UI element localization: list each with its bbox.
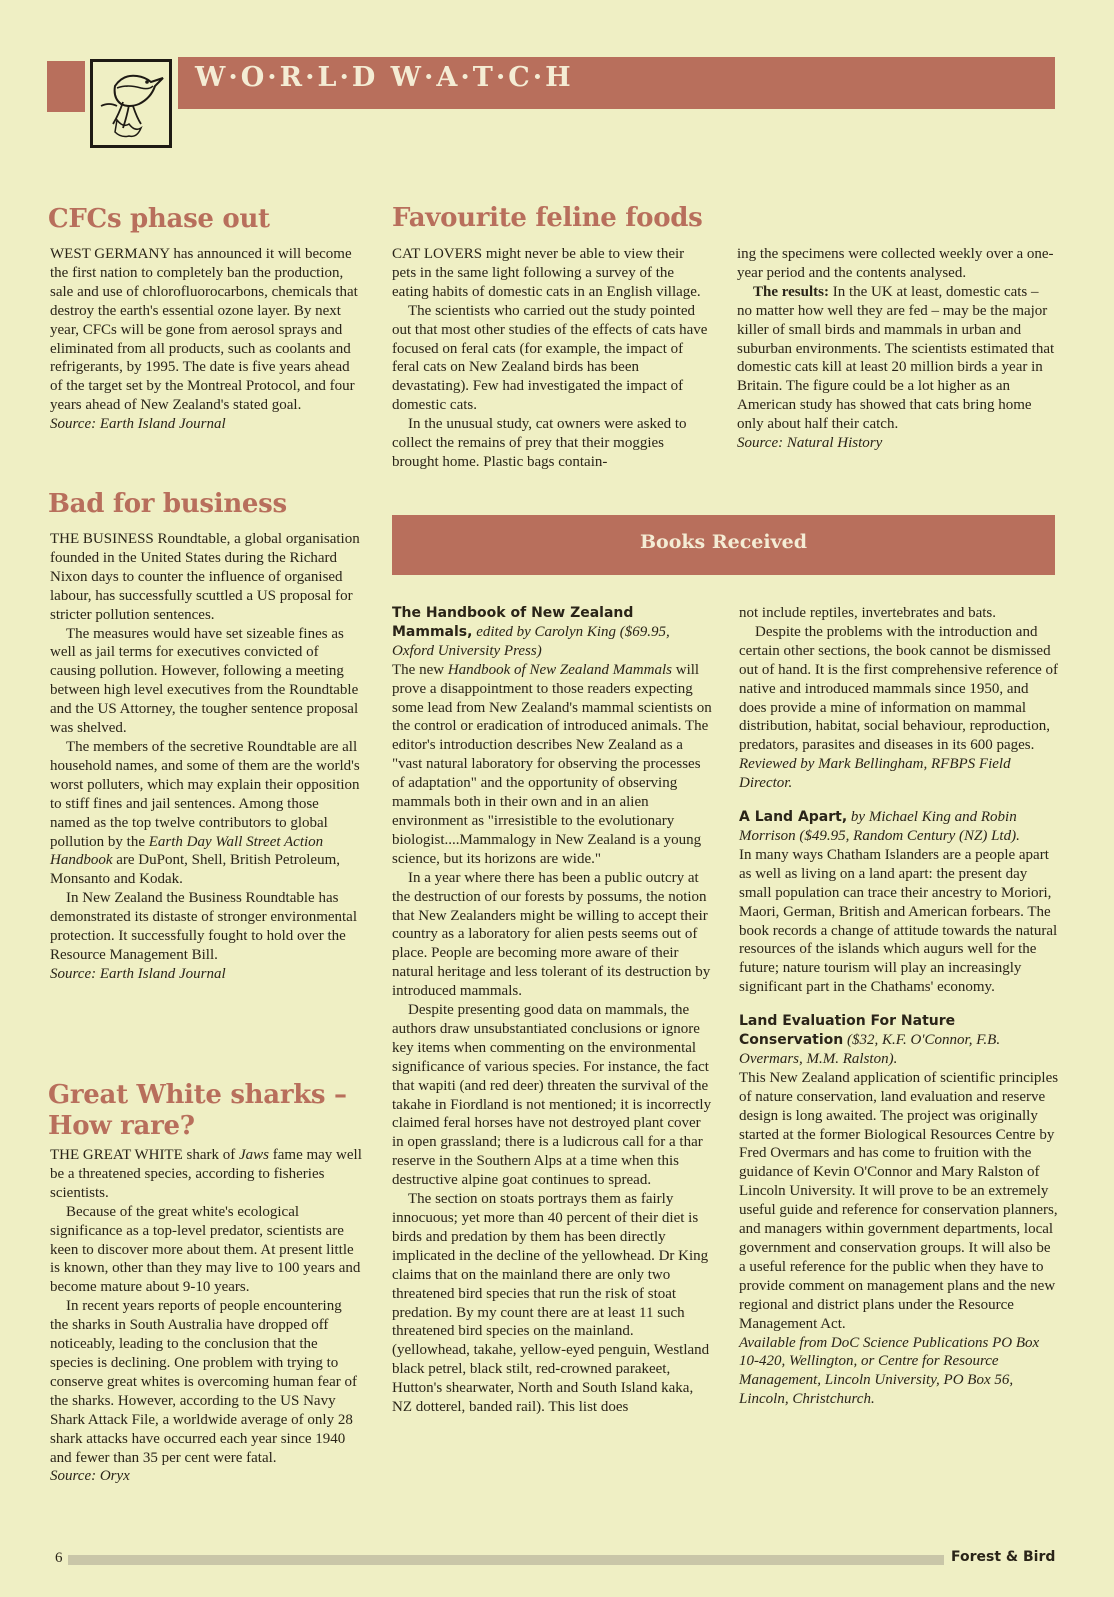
- book1-paragraph: Despite the problems with the introduction and certain other sections, the book cannot be dismissed out of hand. It is the first comprehensive reference of native and introduced mammals since 1950, and does provide a mine of information on mammal distribution, habitat, social behaviour, reproduction, predators, parasites and diseases in its 600 pages.: [739, 623, 1059, 754]
- book2-paragraph: In many ways Chatham Islanders are a people apart as well as living on a land apart: the present day small population can trace their ancestry to Moriori, Maori, German, British and American forbears. The book records a change of attitude towards the natural resources of the islands which augurs well for the future; nature tourism will play an increasingly significant part in the Chathams' economy.: [739, 846, 1058, 996]
- business-headline: Bad for business: [48, 489, 287, 519]
- business-paragraph: In New Zealand the Business Roundtable has demonstrated its distaste of stronger environmental protection. It successfully fought to hold over the Resource Management Bill.: [50, 890, 358, 963]
- feline-source: Source: Natural History: [737, 435, 883, 452]
- book1-heading: The Handbook of New Zealand Mammals, edited by Carolyn King ($69.95, Oxford University Press): [392, 605, 670, 659]
- sharks-paragraph: Because of the great white's ecological significance as a top-level predator, scientists are keen to discover more about them. At present little is known, other than they may live to 100 years and become mature about 9-10 years.: [50, 1203, 361, 1296]
- feline-results: The results: In the UK at least, domestic cats – no matter how well they are fed – may be the major killer of small birds and mammals in urban and suburban environments. The scientists estimated that domestic cats kill at least 20 million birds a year in Britain. The figure could be a lot higher as an American study has showed that cats bring home only about half their catch.: [737, 283, 1055, 433]
- book1-review: Reviewed by Mark Bellingham, RFBPS Field Director.: [739, 756, 1011, 792]
- cfcs-source: Source: Earth Island Journal: [50, 416, 226, 433]
- feline-paragraph: ing the specimens were collected weekly over a one-year period and the contents analysed.: [737, 246, 1054, 281]
- sharks-source: Source: Oryx: [50, 1468, 130, 1485]
- footer-rule: [68, 1555, 944, 1565]
- magazine-name: Forest & Bird: [951, 1549, 1056, 1565]
- feline-paragraph: The scientists who carried out the study pointed out that most other studies of the effects of cats have focused on feral cats (for example, the impact of feral cats on New Zealand birds has been devastating). Few had investigated the impact of domestic cats.: [392, 302, 708, 414]
- cfcs-headline: CFCs phase out: [48, 204, 270, 234]
- feline-article-col2: [737, 245, 1055, 453]
- bird-logo: [90, 59, 172, 148]
- book1-paragraph: Despite presenting good data on mammals, the authors draw unsubstantiated conclusions or ignore key items when commenting on the environmental significance of various species. For instance, the fact that wapiti (and red deer) threaten the survival of the takahe in Fiordland is not mentioned; it is incorrectly claimed feral horses have not destroyed plant cover in open grassland; there is a ludicrous call for a thar reserve in the Southern Alps at a time when this destructive alpine goat continues to spread.: [392, 1002, 712, 1189]
- book3-availability: Available from DoC Science Publications PO Box 10-420, Wellington, or Centre for Resource Management, Lincoln University, PO Box 56, Lincoln, Christchurch.: [739, 1334, 1040, 1408]
- book3-paragraph: This New Zealand application of scientific principles of nature conservation, land evaluation and reserve design is long awaited. The project was originally started at the former Biological Resources Centre by Fred Overmars and has come to fruition with the guidance of Kevin O'Connor and Mary Ralston of Lincoln University. It will prove to be an extremely useful guide and reference for conservation planners, and managers within government departments, local government and conservation groups. It will also be a useful reference for the public when they have to provide comment on management plans and the new regional and district plans under the Resource Management Act.: [739, 1069, 1059, 1332]
- masthead-band-left: [47, 61, 85, 112]
- feline-article-col1: [392, 245, 712, 472]
- business-source: Source: Earth Island Journal: [50, 965, 226, 982]
- sharks-headline: Great White sharks – How rare?: [48, 1080, 347, 1141]
- book2-heading: A Land Apart, by Michael King and Robin Morrison ($49.95, Random Century (NZ) Ltd).: [739, 809, 1020, 844]
- sharks-article: [50, 1146, 362, 1486]
- cfcs-article: [50, 245, 362, 434]
- books-col2: [739, 604, 1059, 1409]
- feline-headline: Favourite feline foods: [392, 203, 703, 233]
- business-paragraph: The members of the secretive Roundtable are all household names, and some of them are the world's worst polluters, which may explain their opposition to stiff fines and jail sentences. Among those named as the top twelve contributors to global pollution by the Earth Day Wall Street Action Handbook are DuPont, Shell, British Petroleum, Monsanto and Kodak.: [50, 738, 360, 888]
- business-paragraph: THE BUSINESS Roundtable, a global organisation founded in the United States during the Richard Nixon days to counter the influence of organised labour, has successfully scuttled a US proposal for stricter pollution sentences.: [50, 531, 360, 623]
- books-heading: Books Received: [639, 531, 808, 553]
- business-article: [50, 530, 362, 984]
- book3-heading: Land Evaluation For Nature Conservation ($32, K.F. O'Connor, F.B. Overmars, M.M. Ralston).: [739, 1013, 1001, 1067]
- masthead-title: W·O·R·L·D W·A·T·C·H: [195, 62, 574, 93]
- book1-paragraph: In a year where there has been a public outcry at the destruction of our forests by possums, the notion that New Zealanders might be willing to accept their country as a laboratory for alien pests seems out of place. People are becoming more aware of their natural heritage and less tolerant of its destruction by introduced mammals.: [392, 869, 711, 1000]
- sharks-paragraph: THE GREAT WHITE shark of Jaws fame may well be a threatened species, according to fisheries scientists.: [50, 1147, 362, 1201]
- books-col1: [392, 604, 714, 1417]
- book1-paragraph: The section on stoats portrays them as fairly innocuous; yet more than 40 percent of their diet is birds and predation by them has been directly implicated in the decline of the yellowhead. Dr King claims that on the mainland there are only two threatened bird species that run the risk of stoat predation. By my count there are at least 11 such threatened bird species on the mainland. (yellowhead, takahe, yellow-eyed penguin, Westland black petrel, black stilt, red-crowned parakeet, Hutton's shearwater, North and South Island kaka, NZ dotterel, banded rail). This list does: [392, 1191, 710, 1416]
- book1-paragraph: The new Handbook of New Zealand Mammals will prove a disappointment to those readers expecting some lead from New Zealand's mammal scientists on the control or eradication of introduced animals. The editor's introduction describes New Zealand as a "vast natural laboratory for observing the processes of adaptation" and the opportunity of observing mammals both in their own and in an alien environment as "irresistible to the evolutionary biologist....Mammalogy in New Zealand is a young science, but its horizons are wide.": [392, 661, 712, 867]
- page-number: 6: [55, 1550, 63, 1566]
- book1-paragraph: not include reptiles, invertebrates and bats.: [739, 605, 996, 621]
- business-paragraph: The measures would have set sizeable fines as well as jail terms for executives convicted of causing pollution. However, following a meeting between high level executives from the Roundtable and the US Attorney, the tougher sentence proposal was shelved.: [50, 625, 359, 737]
- feline-paragraph: CAT LOVERS might never be able to view their pets in the same light following a survey of the eating habits of domestic cats in an English village.: [392, 246, 701, 300]
- cfcs-paragraph: WEST GERMANY has announced it will become the first nation to completely ban the production, sale and use of chlorofluorocarbons, chemicals that destroy the earth's essential ozone layer. By next year, CFCs will be gone from aerosol sprays and eliminated from all products, such as coolants and refrigerants, by 1995. The date is five years ahead of the target set by the Montreal Protocol, and four years ahead of New Zealand's stated goal.: [50, 246, 358, 414]
- bird-icon: [93, 62, 169, 145]
- sharks-paragraph: In recent years reports of people encountering the sharks in South Australia have dropped off noticeably, leading to the conclusion that the species is declining. One problem with trying to conserve great whites is overcoming human fear of the sharks. However, according to the US Navy Shark Attack File, a worldwide average of only 28 shark attacks have occurred each year since 1940 and fewer than 35 per cent were fatal.: [50, 1298, 357, 1466]
- feline-paragraph: In the unusual study, cat owners were asked to collect the remains of prey that their moggies brought home. Plastic bags contain-: [392, 416, 687, 470]
